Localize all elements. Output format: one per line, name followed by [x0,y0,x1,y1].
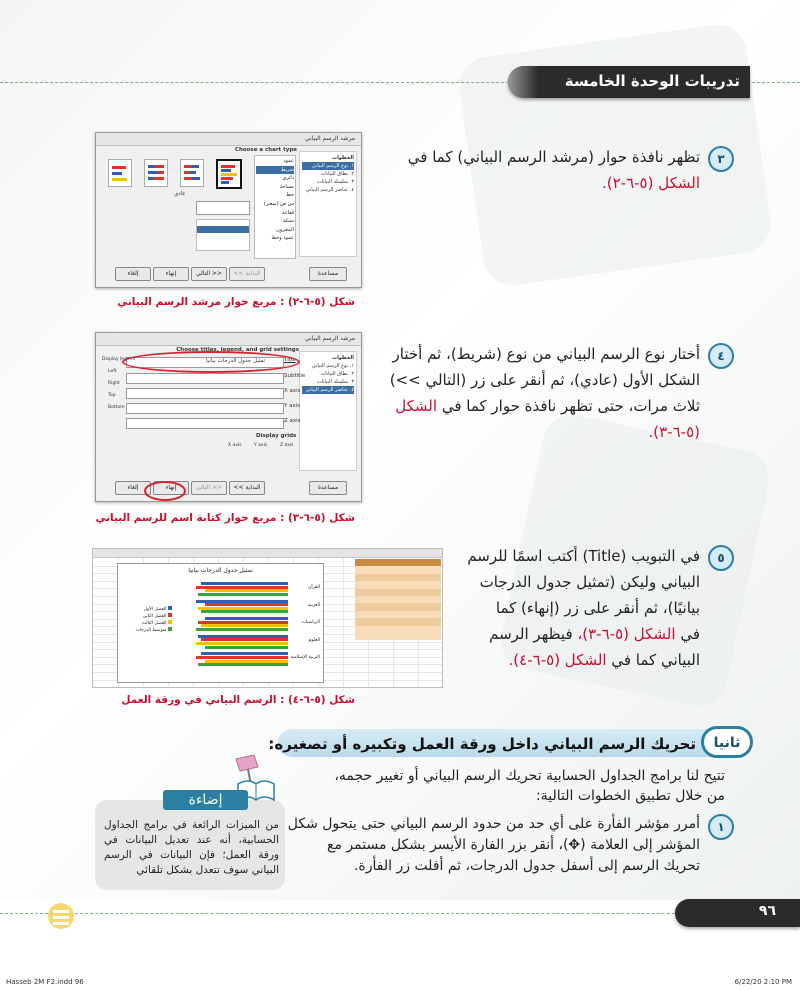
figure-2-caption: شكل (٥-٦-٢) : مربع حوار مرشد الرسم البياني [117,296,355,308]
next-button[interactable]: التالي >> [191,267,227,281]
print-timestamp: 6/22/20 2:10 PM [734,978,792,986]
chart-wizard-dialog-titles [95,332,362,502]
section-2-badge: ثانيا [701,726,753,758]
grid-x-checkbox[interactable]: X axis [228,443,242,448]
chart-type-item[interactable]: عمود [283,158,294,164]
step-5-text [450,543,700,673]
sheet-cell[interactable] [418,664,443,673]
title-field-label: Title [284,357,296,363]
sheet-cell[interactable] [93,657,119,666]
page-number-tab [675,899,800,927]
figure-4-caption: شكل (٥-٦-٤) : الرسم البياني في ورقة العمل [121,694,355,706]
column-headers [93,549,442,558]
grades-row[interactable] [355,603,441,610]
figure-3-caption: شكل (٥-٦-٣) : مربع حوار كتابة اسم للرسم البياني [95,512,355,524]
sheet-cell[interactable] [93,634,119,643]
bar-chart-thumb-stacked[interactable] [180,159,204,187]
sheet-cell[interactable] [393,680,419,688]
chart-type-list[interactable] [254,155,296,259]
cancel-button[interactable]: إلغاء [115,267,151,281]
chart-bar [196,586,288,589]
finish-button[interactable]: إنهاء [153,481,189,495]
sheet-cell[interactable] [393,657,419,666]
chart-bar [205,660,288,663]
sheet-cell[interactable] [393,664,419,673]
file-info: Hasseb 2M F2.indd 96 [6,978,84,986]
dialog-heading: Choose titles, legend, and grid settings [176,347,299,353]
chart-bar [198,663,288,666]
dialog-button-row [104,481,353,495]
intro-line-2: من خلال تطبيق الخطوات التالية: [536,788,725,804]
chart-bar [201,652,288,655]
display-legend-checkbox[interactable]: Display legend [102,357,136,362]
grades-row[interactable] [355,611,441,618]
z-axis-input[interactable] [126,418,284,429]
back-button[interactable]: << البداية [229,267,265,281]
dialog-heading: Choose a chart type [234,147,297,153]
chart-type-item[interactable]: عمود وخط [271,235,294,242]
grades-row[interactable] [355,574,441,581]
section-2-step-1-line-3: تحريك الرسم إلى أسفل جدول الدرجات، ثم أفلت زر الفأرة. [353,858,700,874]
sheet-cell[interactable] [393,642,419,651]
step-5-number: ٥ [708,545,734,571]
sheet-cell[interactable] [418,672,443,681]
shape-options-box[interactable] [196,201,250,215]
grades-row[interactable] [355,633,441,640]
sheet-cell[interactable] [93,642,119,651]
bar-chart-thumb-percent[interactable] [144,159,168,187]
category-labels [290,580,320,668]
step-3-line-1: تظهر نافذة حوار (مرشد الرسم البياني) كما في [407,148,700,166]
sheet-cell[interactable] [418,642,443,651]
title-highlight-oval [122,351,300,373]
chart-type-item[interactable]: دائري [282,175,294,182]
sheet-cell[interactable] [393,649,419,658]
wizard-step-1[interactable]: ١. نوع الرسم البياني [311,363,354,369]
sheet-cell[interactable] [368,680,394,688]
chart-plot-area [176,580,288,668]
step-5-line-3: بيانيًا)، ثم أنقر على زر (إنهاء) كما [495,599,700,617]
chart-type-item[interactable]: س ص (مبعثر) [263,200,294,207]
sheet-cell[interactable] [368,657,394,666]
y-axis-input[interactable] [126,403,284,414]
unit-header [508,66,750,98]
step-5-figure-ref-2: الشكل (٥-٦-٤). [508,651,607,669]
legend-item: متوسط الدرجات [124,627,172,634]
intro-line-1: تتيح لنا برامج الجداول الحسابية تحريك الرسم البياني أو تغيير حجمه، [334,768,725,784]
chart-type-item[interactable]: فقاعة [281,209,294,216]
sheet-cell[interactable] [93,581,119,590]
sheet-cell[interactable] [418,657,443,666]
help-button[interactable]: مساعدة [309,481,347,495]
grades-row[interactable] [355,589,441,596]
wizard-step-3[interactable]: ٣. سلسلة البيانات [316,379,354,385]
legend-item: الفصل الأول [124,606,172,613]
grades-row[interactable] [355,559,441,566]
legend-left-radio[interactable]: Left [108,369,117,374]
header-shine [508,66,538,98]
sheet-cell[interactable] [343,657,369,666]
next-button[interactable]: التالي >> [191,481,227,495]
page-number: ٩٦ [758,903,776,919]
legend-item: الفصل الثالث [124,620,172,627]
sheet-cell[interactable] [343,664,369,673]
sheet-cell[interactable] [93,626,119,635]
sheet-cell[interactable] [93,573,119,582]
sheet-cell[interactable] [93,566,119,575]
embedded-bar-chart[interactable] [117,563,324,683]
chart-bar [198,635,288,638]
grades-row[interactable] [355,581,441,588]
sheet-cell[interactable] [368,672,394,681]
grades-row[interactable] [355,566,441,573]
steps-heading: الخطوات [332,155,354,161]
sheet-cell[interactable] [93,588,119,597]
chart-bar [198,607,288,610]
sheet-cell[interactable] [368,649,394,658]
unit-title: تدريبات الوحدة الخامسة [564,72,740,90]
title-input-value: تمثيل جدول الدرجات بيانيا [206,358,266,364]
wizard-step-1[interactable]: ١. نوع الرسم البياني [302,162,354,170]
sheet-cell[interactable] [418,649,443,658]
chart-type-item-selected[interactable]: شريط [256,166,294,175]
step-3-text [370,144,700,196]
category-label: العربية [307,602,320,608]
sheet-cell[interactable] [343,642,369,651]
chart-legend [124,606,172,634]
z-axis-field-label: Z axis [284,418,301,424]
x-axis-field-label: X axis [284,388,301,394]
grid-z-checkbox[interactable]: Z axis [280,443,294,448]
sheet-cell[interactable] [393,672,419,681]
help-button[interactable]: مساعدة [309,267,347,281]
section-2-title: تحريك الرسم البياني داخل ورقة العمل وتكبيره أو تصغيره: [268,735,696,753]
sheet-cell[interactable] [368,664,394,673]
finish-highlight-oval [144,481,186,501]
chart-bar [205,617,288,620]
chart-bar [198,621,288,624]
subtitle-input[interactable] [126,373,284,384]
step-4-number: ٤ [708,343,734,369]
chart-type-item[interactable]: المخزون [276,226,294,233]
step-4-text [380,341,700,445]
section-2-step-1-line-2: المؤشر إلى العلامة (✥)، أنقر بزر الفارة الأيسر بشكل مستمر مع [327,837,700,853]
x-axis-input[interactable] [126,388,284,399]
sheet-cell[interactable] [93,596,119,605]
chart-type-item[interactable]: خط [286,192,294,199]
grades-table [355,559,441,640]
chart-bar [201,624,288,627]
step-5-line-5: البياني كما في الشكل (٥-٦-٤). [508,651,700,669]
section-2-step-1-number: ١ [708,814,734,840]
tip-label: إضاءة [163,790,248,810]
grades-row[interactable] [355,618,441,625]
step-4-line-2: الشكل الأول (عادي)، ثم أنقر على زر (التالي >>) [389,371,700,389]
wizard-step-3[interactable]: ٣. سلسلة البيانات [316,179,354,185]
dialog-titlebar: مرشد الرسم البياني [96,133,361,146]
section-2-step-1-text [280,814,700,877]
display-grids-label: Display grids [256,433,297,439]
chart-title: تمثيل جدول الدرجات بيانيا [188,567,253,574]
wizard-steps-list [299,151,357,257]
sheet-cell[interactable] [93,649,119,658]
chart-bar [201,610,288,613]
chart-wizard-dialog-type [95,132,362,288]
step-5-line-1: في التبويب (Title) أكتب اسمًا للرسم [467,547,700,565]
publisher-logo-icon [47,898,75,934]
step-3-figure-ref: الشكل (٥-٦-٢). [601,174,700,192]
chart-bar [198,593,288,596]
tip-text: من الميزات الرائعة في برامج الجداول الحسابية، أنه عند تعديل البيانات في ورقة العمل؛ فإن البيانات في الرسم البياني سوف تتعدل بشكل تلقائي [104,819,279,876]
sheet-cell[interactable] [93,604,119,613]
wizard-step-4[interactable]: ٤. عناصر الرسم البياني [302,386,354,394]
legend-right-radio[interactable]: Right [108,381,120,386]
sheet-cell[interactable] [368,642,394,651]
wizard-step-4[interactable]: ٤. عناصر الرسم البياني [305,187,354,193]
back-button[interactable]: << البداية [229,481,265,495]
sheet-cell[interactable] [93,611,119,620]
sheet-cell[interactable] [343,649,369,658]
finish-button[interactable]: إنهاء [153,267,189,281]
chart-type-item[interactable]: مساحة [279,183,294,190]
sheet-cell[interactable] [93,680,119,688]
legend-top-radio[interactable]: Top [108,393,116,398]
grid-y-checkbox[interactable]: Y axis [254,443,268,448]
category-label: التربية الإسلامية [290,655,320,661]
shape-list[interactable] [196,219,250,251]
sheet-cell[interactable] [93,664,119,673]
worksheet-screenshot [92,548,443,688]
chart-bar [196,628,288,631]
sheet-cell[interactable] [343,672,369,681]
legend-item: الفصل الثاني [124,613,172,620]
wizard-step-2[interactable]: ٢. نطاق البيانات [320,371,354,377]
subtitle-field-label: Subtitle [284,373,306,379]
cancel-button[interactable]: إلغاء [115,481,151,495]
bar-chart-thumb-normal[interactable] [216,159,242,189]
chart-bar [205,646,288,649]
sheet-cell[interactable] [93,558,119,567]
y-axis-field-label: Y axis [284,403,301,409]
category-label: الرياضيات [301,620,320,626]
sheet-cell[interactable] [93,672,119,681]
legend-bottom-radio[interactable]: Bottom [108,405,125,410]
dialog-button-row [104,267,353,281]
step-5-line-2: البياني وليكن (تمثيل جدول الدرجات [479,573,700,591]
chart-bar [201,638,288,641]
chart-bar [196,600,288,603]
step-4-figure-number: (٥-٦-٣). [648,423,700,441]
section-2-intro [255,766,725,806]
step-4-figure-ref: الشكل [395,397,438,415]
step-5-line-4: في الشكل (٥-٦-٣)، فيظهر الرسم [489,625,700,643]
step-5-figure-ref-1: الشكل (٥-٦-٣)، [577,625,676,643]
chart-bar [196,656,288,659]
chart-type-item[interactable]: شبكة [282,218,294,225]
step-4-line-3: ثلاث مرات، حتى تظهر نافذة حوار كما في الشكل [395,397,700,415]
dialog-titlebar: مرشد الرسم البياني [96,333,361,346]
grades-row[interactable] [355,596,441,603]
chart-bar [205,603,288,606]
wizard-step-2[interactable]: ٢. نطاق البيانات [320,171,354,177]
chart-bar [196,642,288,645]
sheet-cell[interactable] [343,680,369,688]
category-label: القرآن [308,585,320,590]
sheet-cell[interactable] [93,619,119,628]
grades-row[interactable] [355,626,441,633]
bar-chart-thumb-deep[interactable] [108,159,132,187]
steps-heading: الخطوات [332,355,354,361]
chart-bar [205,589,288,592]
chart-bar [201,582,288,585]
sheet-cell[interactable] [418,680,443,688]
category-label: العلوم [308,637,320,643]
section-2-step-1-line-1: أمرر مؤشر الفأرة على أي حد من حدود الرسم البياني حتى يتحول شكل [287,816,700,832]
step-3-number: ٣ [708,146,734,172]
wizard-steps-list [299,351,357,471]
step-4-line-1: أختار نوع الرسم البياني من نوع (شريط)، ثم أختار [392,345,700,363]
chart-subtype-caption: عادي [174,191,186,197]
